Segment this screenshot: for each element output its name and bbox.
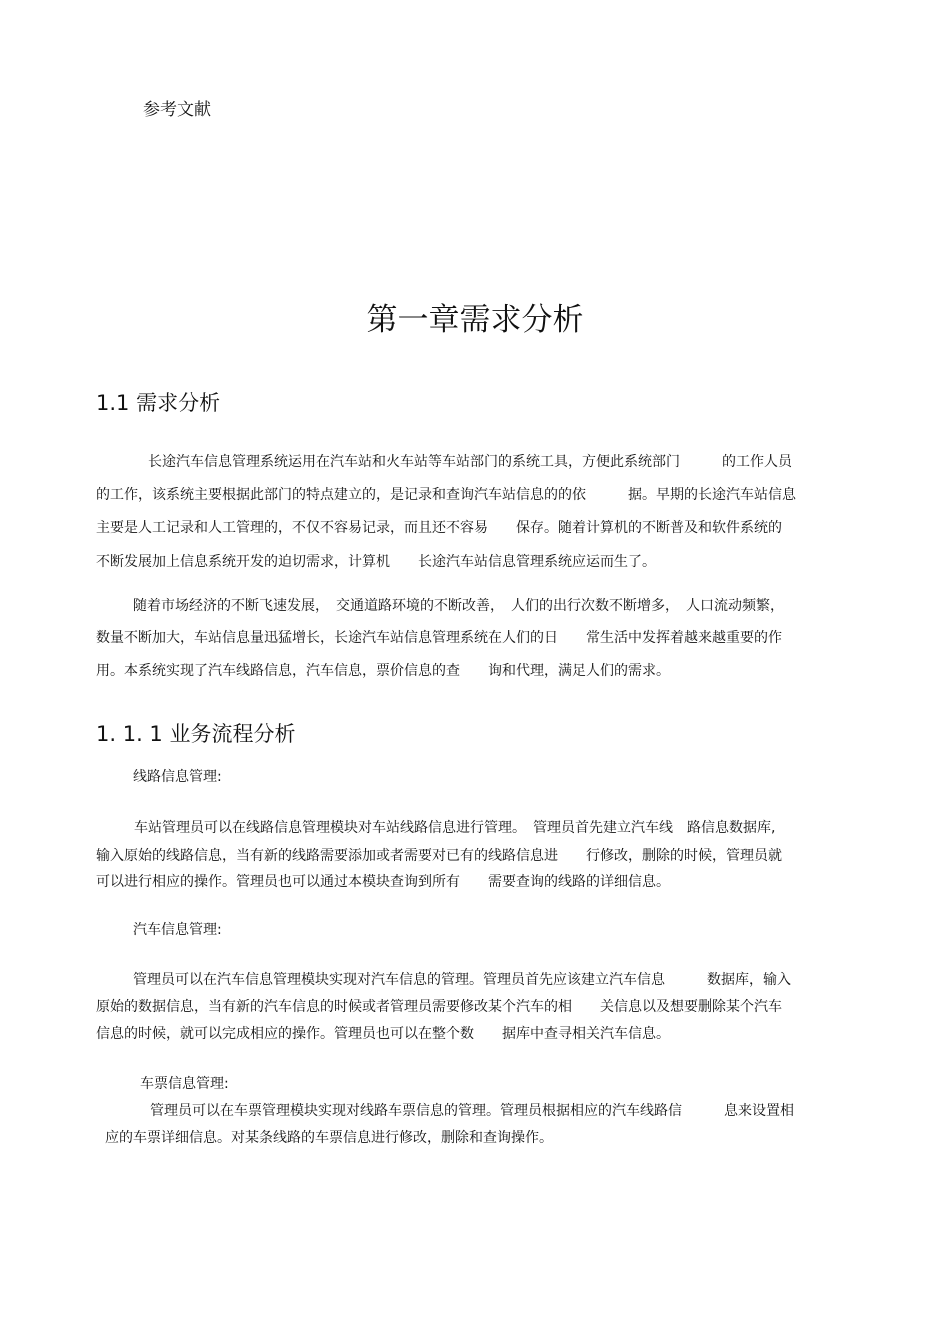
route-management-label: 线路信息管理: (133, 769, 222, 785)
paragraph-line: 应的车票详细信息。对某条线路的车票信息进行修改，删除和查询操作。 (105, 1130, 553, 1146)
paragraph-line: 主要是人工记录和人工管理的，不仅不容易记录，而且还不容易 保存。随着计算机的不断普及和软件系统的 (96, 520, 782, 536)
chapter-title: 第一章需求分析 (366, 302, 584, 338)
paragraph-line: 长途汽车信息管理系统运用在汽车站和火车站等车站部门的系统工具，方便此系统部门 的工作人员 (148, 454, 792, 470)
paragraph-line: 车站管理员可以在线路信息管理模块对车站线路信息进行管理。 管理员首先建立汽车线 路信息数据库, (134, 820, 776, 836)
paragraph-line: 信息的时候，就可以完成相应的操作。管理员也可以在整个数 据库中查寻相关汽车信息。 (96, 1026, 670, 1042)
ticket-management-label: 车票信息管理: (140, 1076, 229, 1092)
section-heading-1-1-1: 1. 1. 1 业务流程分析 (96, 722, 296, 746)
bus-management-label: 汽车信息管理: (133, 922, 222, 938)
paragraph-line: 管理员可以在车票管理模块实现对线路车票信息的管理。管理员根据相应的汽车线路信 息来设置相 (150, 1103, 794, 1119)
paragraph-line: 不断发展加上信息系统开发的迫切需求，计算机 长途汽车站信息管理系统应运而生了。 (96, 554, 656, 570)
paragraph-line: 原始的数据信息，当有新的汽车信息的时候或者管理员需要修改某个汽车的相 关信息以及想要删除某个汽车 (96, 999, 782, 1015)
paragraph-line: 随着市场经济的不断飞速发展， 交通道路环境的不断改善， 人们的出行次数不断增多， 人口流动频繁， (133, 598, 784, 614)
paragraph-line: 的工作，该系统主要根据此部门的特点建立的，是记录和查询汽车站信息的的依 据。早期的长途汽车站信息 (96, 487, 796, 503)
paragraph-line: 输入原始的线路信息，当有新的线路需要添加或者需要对已有的线路信息进 行修改，删除的时候，管理员就 (96, 848, 782, 864)
reference-heading: 参考文献 (143, 100, 211, 120)
paragraph-line: 用。本系统实现了汽车线路信息，汽车信息，票价信息的查 询和代理，满足人们的需求。 (96, 663, 670, 679)
paragraph-line: 数量不断加大，车站信息量迅猛增长，长途汽车站信息管理系统在人们的日 常生活中发挥着越来越重要的作 (96, 630, 782, 646)
paragraph-line: 可以进行相应的操作。管理员也可以通过本模块查询到所有 需要查询的线路的详细信息。 (96, 874, 670, 890)
paragraph-line: 管理员可以在汽车信息管理模块实现对汽车信息的管理。管理员首先应该建立汽车信息 数据库，输入 (133, 972, 791, 988)
section-heading-1-1: 1.1 需求分析 (96, 391, 221, 415)
